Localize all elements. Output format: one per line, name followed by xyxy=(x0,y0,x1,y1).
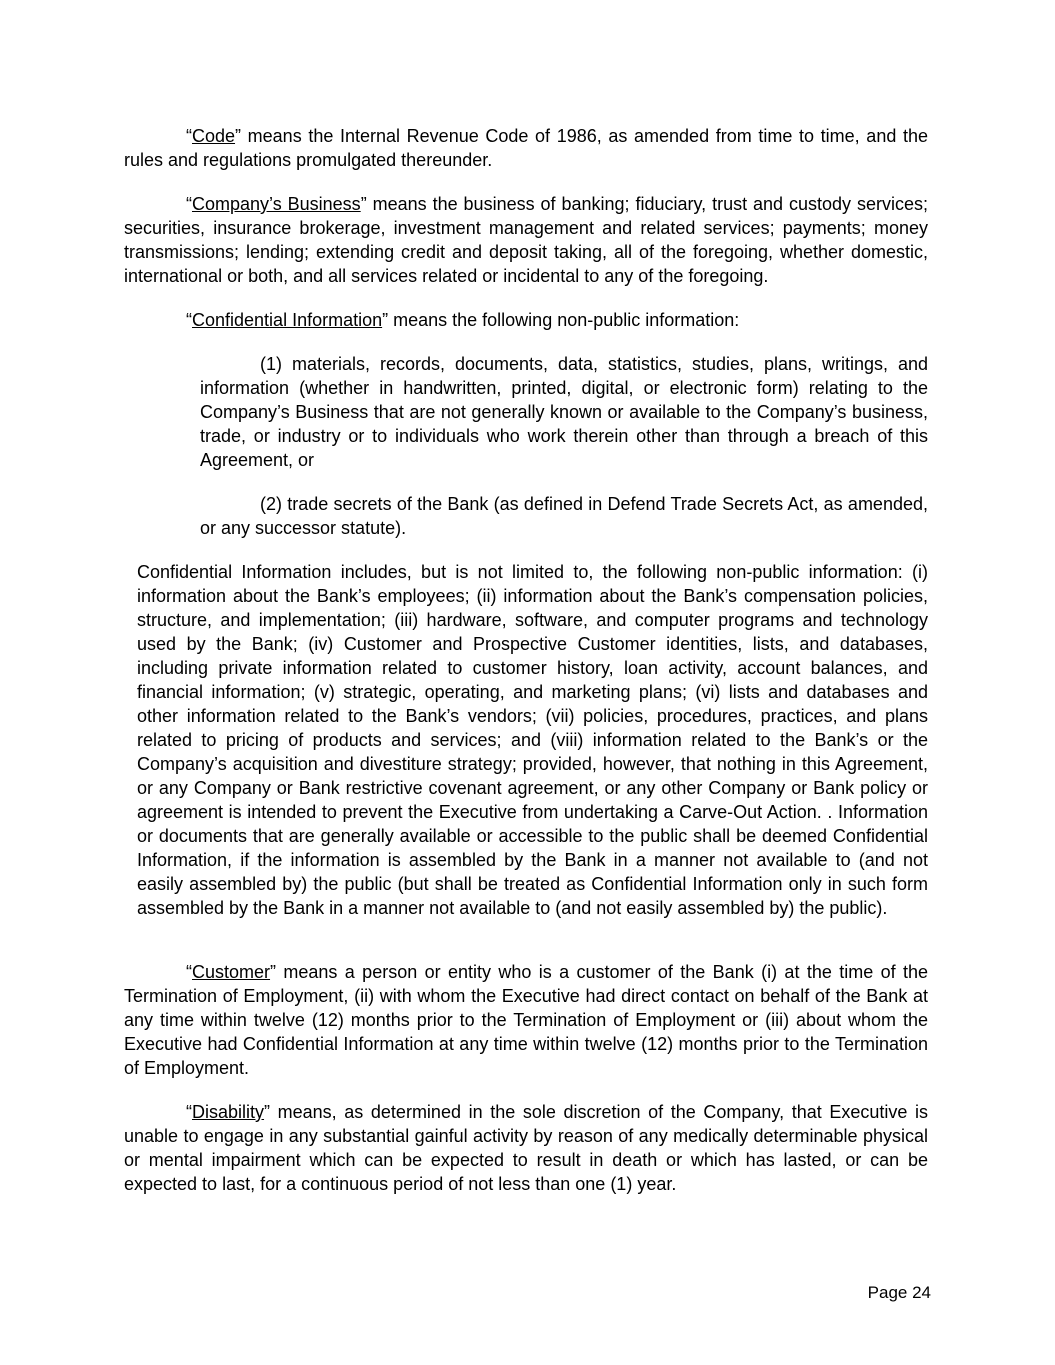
definition-body-code: means the Internal Revenue Code of 1986, as amended from time to time, and the rules and regulations promulgated thereunder. xyxy=(124,126,928,170)
definition-company-business xyxy=(124,192,928,288)
definition-body-company-business: means the business of banking; fiduciary, trust and custody services; securities, insurance brokerage, investment management and related services; payments; money transmissions; lending; extending credit and deposit taking, all of the foregoing, whether domestic, international or both, and all services related or incidental to any of the foregoing. xyxy=(124,194,928,286)
confidential-information-item-1: (1) materials, records, documents, data, statistics, studies, plans, writings, and information (whether in handwritten, printed, digital, or electronic form) relating to the Company’s Business that are not generally known or available to the Company’s business, trade, or industry or to individuals who work therein other than through a breach of this Agreement, or xyxy=(200,354,928,470)
defined-term-confidential-information: Confidential Information xyxy=(192,310,383,330)
close-quote: ” xyxy=(382,310,389,330)
defined-term-company-business: Company’s Business xyxy=(192,194,361,214)
page-number: Page 24 xyxy=(867,1283,931,1302)
open-quote: “ xyxy=(186,310,192,330)
definition-body-disability: means, as determined in the sole discretion of the Company, that Executive is unable to engage in any substantial gainful activity by reason of any medically determinable physical or mental impairment which can be expected to result in death or which has lasted, or can be expected to last, for a continuous period of not less than one (1) year. xyxy=(124,1102,928,1194)
open-quote: “ xyxy=(186,1102,192,1122)
defined-term-code: Code xyxy=(192,126,236,146)
confidential-information-includes: Confidential Information includes, but is not limited to, the following non-public information: (i) information about the Bank’s employees; (ii) information about the Bank’s compensation policies, structure, and implementation; (iii) hardware, software, and computer programs and technology used by the Bank; (iv) Customer and Prospective Customer identities, lists, and databases, including private information related to customer history, loan activity, account balances, and financial information; (v) strategic, operating, and marketing plans; (vi) lists and databases and other information related to the Bank’s vendors; (vii) policies, procedures, practices, and plans related to pricing of products and services; and (viii) information related to the Bank’s or the Company’s acquisition and divestiture strategy; provided, however, that nothing in this Agreement, or any Company or Bank restrictive covenant agreement, or any other Company or Bank policy or agreement is intended to prevent the Executive from undertaking a Carve-Out Action. . Information or documents that are generally available or accessible to the public shall be deemed Confidential Information, if the information is assembled by the Bank in a manner not available to (and not easily assembled by) the public (but shall be treated as Confidential Information only in such form assembled by the Bank in a manner not available to (and not easily assembled by) the public). xyxy=(137,562,928,918)
close-quote: ” xyxy=(360,194,367,214)
close-quote: ” xyxy=(270,962,277,982)
definition-body-customer: means a person or entity who is a customer of the Bank (i) at the time of the Termination of Employment, (ii) with whom the Executive had direct contact on behalf of the Bank at any time within twelve (12) months prior to the Termination of Employment or (iii) about whom the Executive had Confidential Information at any time within twelve (12) months prior to the Termination of Employment. xyxy=(124,962,928,1078)
close-quote: ” xyxy=(235,126,242,146)
definition-customer xyxy=(124,960,928,1080)
open-quote: “ xyxy=(186,194,192,214)
open-quote: “ xyxy=(186,126,192,146)
defined-term-disability: Disability xyxy=(192,1102,265,1122)
definition-body-confidential-information: means the following non-public information: xyxy=(388,310,740,330)
confidential-information-item-2: (2) trade secrets of the Bank (as defined in Defend Trade Secrets Act, as amended, or any successor statute). xyxy=(200,494,928,538)
defined-term-customer: Customer xyxy=(192,962,271,982)
open-quote: “ xyxy=(186,962,192,982)
definition-disability xyxy=(124,1100,928,1196)
definition-confidential-information xyxy=(124,308,928,332)
close-quote: ” xyxy=(264,1102,271,1122)
definition-code xyxy=(124,124,928,172)
